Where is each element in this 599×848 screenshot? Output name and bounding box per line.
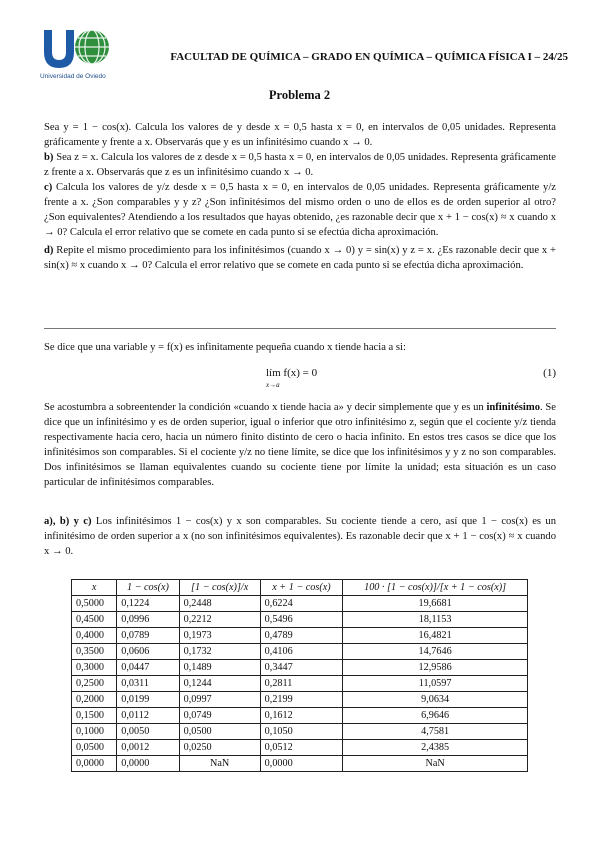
table-cell: 0,1612 bbox=[260, 708, 343, 724]
table-cell: 0,0749 bbox=[179, 708, 260, 724]
table-row bbox=[72, 612, 528, 628]
table-cell: 0,0000 bbox=[117, 756, 179, 772]
table-cell: 0,5000 bbox=[72, 596, 117, 612]
table-cell: 0,2448 bbox=[179, 596, 260, 612]
theory-p2-end: . Se dice que un infinitésimo y es de orden superior, igual o inferior que otro infinitésimo z, según que el cociente y/z tienda respectivamente hacia cero, hacia un número finito distinto de cero o hacia infinito. En estos tres casos se dice que los infinitésimos son comparables. Si el cociente y/z no tiene límite, se dice que los infinitésimos y y z no son comparables. Dos infinitésimos se llaman equivalentes cuando su cociente tiene por límite la unidad; esta situación es un caso particular de infinitésimos comparables. bbox=[44, 402, 556, 488]
problem-intro: Sea y = 1 − cos(x). Calcula los valores de y desde x = 0,5 hasta x = 0, en intervalos de 0,05 unidades. Representa gráficamente y frente a x. Observarás que y es un infinitésimo cuando x → 0. bbox=[44, 122, 556, 148]
table-cell: 16,4821 bbox=[343, 628, 528, 644]
theory-p2-start: Se acostumbra a sobreentender la condición «cuando x tiende hacia a» y decir simplemente que y es un bbox=[44, 402, 487, 413]
table-cell: 0,0997 bbox=[179, 692, 260, 708]
table-cell: 0,0000 bbox=[72, 756, 117, 772]
table-cell: 0,1500 bbox=[72, 708, 117, 724]
table-cell: 0,0199 bbox=[117, 692, 179, 708]
theory-definition bbox=[44, 400, 556, 490]
header-error: 100 · [1 − cos(x)]/[x + 1 − cos(x)] bbox=[343, 580, 528, 596]
table-row bbox=[72, 756, 528, 772]
answer-block bbox=[44, 514, 556, 559]
logo-caption: Universidad de Oviedo bbox=[40, 73, 106, 80]
table-cell: 0,4500 bbox=[72, 612, 117, 628]
table-row bbox=[72, 740, 528, 756]
results-table bbox=[71, 579, 528, 772]
table-row bbox=[72, 644, 528, 660]
table-cell: 0,0012 bbox=[117, 740, 179, 756]
table-cell: 0,2000 bbox=[72, 692, 117, 708]
part-c-text: Calcula los valores de y/z desde x = 0,5 hasta x = 0, en intervalos de 0,05 unidades. Representa gráficamente y/z frente a x. ¿Son comparables y y z? ¿Son infinitésimos del mismo orden o uno de ellos es de orden superior al otro? ¿Son equivalentes? Atendiendo a los resultados que hayas obtenido, ¿es razonable decir que x + 1 − cos(x) ≈ x cuando x → 0? Calcula el error relativo que se comete en cada punto si se efectúa dicha aproximación. bbox=[44, 182, 556, 238]
section-divider bbox=[44, 328, 556, 329]
header-y: 1 − cos(x) bbox=[117, 580, 179, 596]
table-row bbox=[72, 596, 528, 612]
part-b-text: Sea z = x. Calcula los valores de z desde x = 0,5 hasta x = 0, en intervalos de 0,05 unidades. Representa gráficamente z frente a x. Observarás que z es un infinitésimo cuando x → 0. bbox=[44, 152, 556, 178]
table-cell: 4,7581 bbox=[343, 724, 528, 740]
table-cell: 0,0112 bbox=[117, 708, 179, 724]
theory-p1: Se dice que una variable y = f(x) es infinitamente pequeña cuando x tiende hacia a si: bbox=[44, 342, 406, 353]
theory-term: infinitésimo bbox=[486, 402, 540, 413]
table-cell: 2,4385 bbox=[343, 740, 528, 756]
problem-part-d bbox=[44, 243, 556, 273]
equation-number: (1) bbox=[543, 367, 556, 379]
table-row bbox=[72, 628, 528, 644]
table-row bbox=[72, 692, 528, 708]
table-cell: 11,0597 bbox=[343, 676, 528, 692]
part-c-label: c) bbox=[44, 182, 53, 193]
table-cell: 0,0996 bbox=[117, 612, 179, 628]
table-cell: 0,4000 bbox=[72, 628, 117, 644]
theory-intro bbox=[44, 340, 556, 355]
table-cell: 0,6224 bbox=[260, 596, 343, 612]
table-cell: 0,0789 bbox=[117, 628, 179, 644]
table-cell: 0,1732 bbox=[179, 644, 260, 660]
table-row bbox=[72, 660, 528, 676]
header-sum: x + 1 − cos(x) bbox=[260, 580, 343, 596]
table-row bbox=[72, 676, 528, 692]
table-cell: 0,1000 bbox=[72, 724, 117, 740]
table-cell: 0,3000 bbox=[72, 660, 117, 676]
table-header-row bbox=[72, 580, 528, 596]
table-cell: 0,4789 bbox=[260, 628, 343, 644]
table-cell: 0,4106 bbox=[260, 644, 343, 660]
table-cell: 0,0447 bbox=[117, 660, 179, 676]
problem-title: Problema 2 bbox=[268, 88, 331, 102]
table-cell: 0,1489 bbox=[179, 660, 260, 676]
header-title: FACULTAD DE QUÍMICA – GRADO EN QUÍMICA – QUÍMICA FÍSICA I – 24/25 bbox=[170, 51, 568, 63]
equation-1 bbox=[44, 363, 556, 389]
table-cell: 0,0311 bbox=[117, 676, 179, 692]
table-cell: 0,0606 bbox=[117, 644, 179, 660]
table-cell: 0,0500 bbox=[72, 740, 117, 756]
answer-text: Los infinitésimos 1 − cos(x) y x son comparables. Su cociente tiende a cero, así que 1 − cos(x) es un infinitésimo de orden superior a x (no son infinitésimos equivalentes). Es razonable decir que x + 1 − cos(x) ≈ x cuando x → 0. bbox=[44, 516, 556, 557]
answer-label: a), b) y c) bbox=[44, 516, 92, 527]
part-b-label: b) bbox=[44, 152, 54, 163]
table-cell: 0,0512 bbox=[260, 740, 343, 756]
table-cell: 0,0050 bbox=[117, 724, 179, 740]
table-cell: 0,1050 bbox=[260, 724, 343, 740]
table-cell: 0,2500 bbox=[72, 676, 117, 692]
part-d-label: d) bbox=[44, 245, 54, 256]
equation-limit-subscript: x→a bbox=[266, 381, 280, 389]
table-cell: 18,1153 bbox=[343, 612, 528, 628]
part-d-text: Repite el mismo procedimiento para los infinitésimos (cuando x → 0) y = sin(x) y z = x. ¿Es razonable decir que x + sin(x) ≈ x cuando x → 0? Calcula el error relativo que se comete en cada punto si se efectúa dicha aproximación. bbox=[44, 245, 556, 271]
theory-p2 bbox=[44, 400, 556, 490]
table-cell: 0,3500 bbox=[72, 644, 117, 660]
table-cell: 0,1244 bbox=[179, 676, 260, 692]
problem-statement bbox=[44, 120, 556, 273]
table-row bbox=[72, 708, 528, 724]
table-cell: 12,9586 bbox=[343, 660, 528, 676]
problem-part-b bbox=[44, 150, 556, 180]
problem-part-c bbox=[44, 180, 556, 240]
table-row bbox=[72, 724, 528, 740]
table-cell: 14,7646 bbox=[343, 644, 528, 660]
table-cell: 0,2212 bbox=[179, 612, 260, 628]
table-cell: 6,9646 bbox=[343, 708, 528, 724]
header-ratio: [1 − cos(x)]/x bbox=[179, 580, 260, 596]
table-cell: 0,2811 bbox=[260, 676, 343, 692]
table-cell: 19,6681 bbox=[343, 596, 528, 612]
table-cell: NaN bbox=[179, 756, 260, 772]
table-cell: 0,0500 bbox=[179, 724, 260, 740]
page-header bbox=[38, 26, 568, 84]
header-x: x bbox=[72, 580, 117, 596]
table-cell: 0,0250 bbox=[179, 740, 260, 756]
table-cell: 9,0634 bbox=[343, 692, 528, 708]
table-cell: 0,3447 bbox=[260, 660, 343, 676]
table-cell: 0,5496 bbox=[260, 612, 343, 628]
table-cell: 0,1973 bbox=[179, 628, 260, 644]
table-body bbox=[72, 596, 528, 772]
table-cell: 0,2199 bbox=[260, 692, 343, 708]
equation-limit: lím f(x) = 0 bbox=[266, 367, 318, 379]
table-cell: 0,1224 bbox=[117, 596, 179, 612]
answer-paragraph bbox=[44, 514, 556, 559]
table-cell: 0,0000 bbox=[260, 756, 343, 772]
table-cell: NaN bbox=[343, 756, 528, 772]
